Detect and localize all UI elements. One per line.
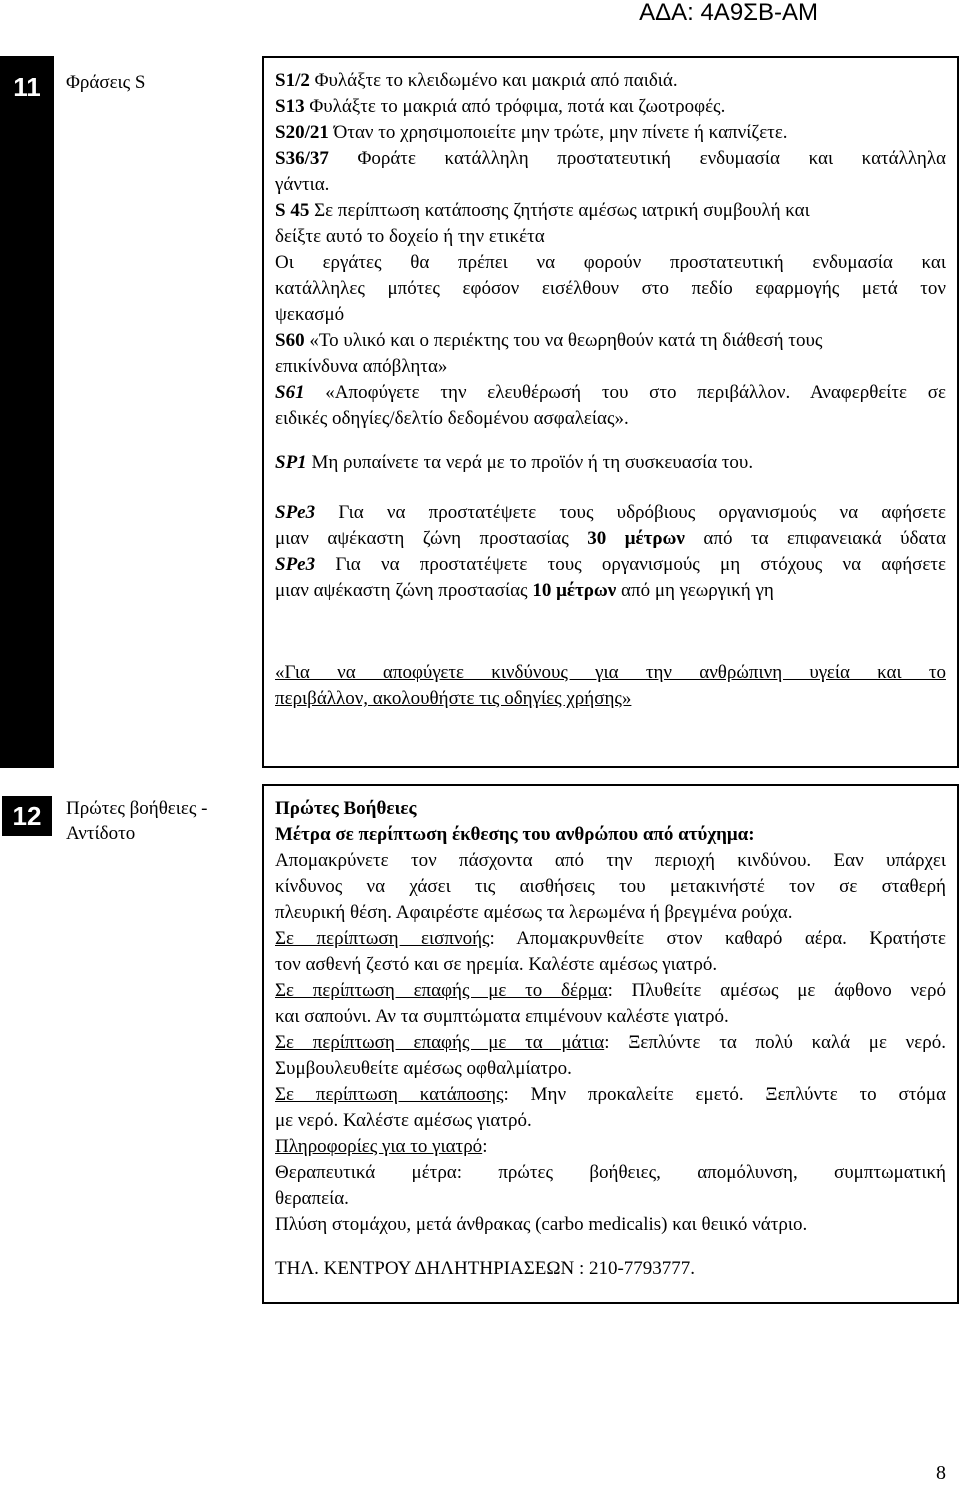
inhalation-line-2: τον ασθενή ζεστό και σε ηρεμία. Καλέστε αμέσως γιατρό. (275, 954, 718, 975)
section-11 (0, 56, 960, 768)
first-aid-title (275, 796, 946, 822)
poison-center-phone: ΤΗΛ. ΚΕΝΤΡΟΥ ΔΗΛΗΤΗΡΙΑΣΕΩΝ : 210-7793777. (275, 1258, 696, 1279)
phrase-code: S13 (275, 96, 305, 117)
intro-line-1: Απομακρύνετε τον πάσχοντα από την περιοχή κινδύνου. Εαν υπάρχει (275, 850, 946, 871)
phrase-text: Σε περίπτωση κατάποσης ζητήστε αμέσως ιατρική συμβουλή και (309, 200, 810, 221)
workers-line-3: ψεκασμό (275, 304, 345, 325)
section-12 (0, 784, 960, 1304)
closing-text: «Για να αποφύγετε κινδύνους για την ανθρώπινη υγεία και το (275, 662, 946, 683)
doctor-line-2: θεραπεία. (275, 1188, 349, 1209)
phrase-text: Μη ρυπαίνετε τα νερά με το προϊόν ή τη συσκευασία του. (306, 452, 754, 473)
doctor-line-1: Θεραπευτικά μέτρα: πρώτες βοήθειες, απομόλυνση, συμπτωματική (275, 1162, 946, 1183)
doctor-info-label (275, 1134, 946, 1160)
phrase-s45-cont: δείξτε αυτό το δοχείο ή την ετικέτα (275, 226, 545, 247)
case-text: : Απομακρυνθείτε στον καθαρό αέρα. Κρατήστε (489, 928, 946, 949)
section-content (262, 56, 959, 768)
title-text: Πρώτες Βοήθειες (275, 798, 417, 819)
case-label: Πληροφορίες για το γιατρό (275, 1136, 483, 1157)
phrase-s36-37-cont: γάντια. (275, 174, 330, 195)
phrase-sp1 (275, 450, 946, 476)
spacer (275, 432, 946, 450)
phrase-s61 (275, 380, 946, 406)
section-name-line: Πρώτες βοήθειες - (66, 798, 208, 819)
intro-line-3: πλευρική θέση. Αφαιρέστε αμέσως τα λερωμένα ή βρεγμένα ρούχα. (275, 902, 793, 923)
phrase-code: S20/21 (275, 122, 329, 143)
phrase-code: S36/37 (275, 148, 329, 169)
case-label: Σε περίπτωση επαφής με το δέρμα (275, 980, 608, 1001)
doctor-line-3: Πλύση στομάχου, μετά άνθρακας (carbo medicalis) και θειικό νάτριο. (275, 1214, 808, 1235)
phrase-text: «Αποφύγετε την ελευθέρωσή του στο περιβάλλον. Αναφερθείτε σε (304, 382, 946, 403)
spacer (275, 604, 946, 660)
phrase-text: μιαν αψέκαστη ζώνη προστασίας (275, 580, 533, 601)
page-number: 8 (936, 1462, 946, 1484)
phrase-s36-37 (275, 146, 946, 172)
spacer (275, 1238, 946, 1256)
phrase-s1-2 (275, 68, 946, 94)
phrase-spe3-a-cont (275, 526, 946, 552)
phrase-code: SPe3 (275, 502, 316, 523)
section-name (66, 796, 254, 846)
phrase-s20-21 (275, 120, 946, 146)
case-text: : Μην προκαλείτε εμετό. Ξεπλύντε το στόμα (503, 1084, 946, 1105)
phrase-spe3-b-cont (275, 578, 946, 604)
phrase-s60-cont: επικίνδυνα απόβλητα» (275, 356, 448, 377)
case-label: Σε περίπτωση εισπνοής (275, 928, 490, 949)
ingestion-line-1 (275, 1082, 946, 1108)
phrase-text: «Το υλικό και ο περιέκτης του να θεωρηθούν κατά τη διάθεσή τους (304, 330, 823, 351)
section-number: 12 (2, 796, 52, 836)
skin-line-2: και σαπούνι. Αν τα συμπτώματα επιμένουν καλέστε γιατρό. (275, 1006, 729, 1027)
phrase-code: S1/2 (275, 70, 310, 91)
phrase-text: Για να προστατέψετε τους οργανισμούς μη στόχους να αφήσετε (315, 554, 946, 575)
spacer (275, 476, 946, 500)
phrase-s45 (275, 198, 946, 224)
skin-line-1 (275, 978, 946, 1004)
case-label: Σε περίπτωση κατάποσης (275, 1084, 504, 1105)
case-text: : (482, 1136, 488, 1157)
section-number-column (0, 784, 54, 1304)
phrase-code: S 45 (275, 200, 310, 221)
closing-text: περιβάλλον, ακολουθήστε τις οδηγίες χρήσης» (275, 688, 632, 709)
phrase-text: Φυλάξτε το μακριά από τρόφιμα, ποτά και ζωοτροφές. (304, 96, 726, 117)
phrase-code: S61 (275, 382, 305, 403)
phrase-text: Φυλάξτε το κλειδωμένο και μακριά από παιδιά. (309, 70, 678, 91)
document-code: ΑΔΑ: 4Α9ΣΒ-ΑΜ (639, 0, 818, 26)
intro-line-2: κίνδυνος να χάσει τις αισθήσεις του μετακινήστέ τον σε σταθερή (275, 876, 946, 897)
case-text: : Ξεπλύντε τα πολύ καλά με νερό. (604, 1032, 946, 1053)
inhalation-line-1 (275, 926, 946, 952)
ingestion-line-2: με νερό. Καλέστε αμέσως γιατρό. (275, 1110, 532, 1131)
phrase-spe3-b (275, 552, 946, 578)
section-name: Φράσεις S (66, 72, 146, 93)
case-text: : Πλυθείτε αμέσως με άφθονο νερό (607, 980, 946, 1001)
case-label: Σε περίπτωση επαφής με τα μάτια (275, 1032, 605, 1053)
buffer-distance: 30 μέτρων (587, 528, 685, 549)
first-aid-subtitle (275, 822, 946, 848)
phrase-s13 (275, 94, 946, 120)
phrase-spe3-a (275, 500, 946, 526)
workers-line-1: Οι εργάτες θα πρέπει να φορούν προστατευτική ενδυμασία και (275, 252, 946, 273)
workers-line-2: κατάλληλες μπότες εφόσον εισέλθουν στο πεδίο εφαρμογής μετά τον (275, 278, 946, 299)
phrase-text: μιαν αψέκαστη ζώνη προστασίας (275, 528, 588, 549)
phrase-code: S60 (275, 330, 305, 351)
buffer-distance: 10 μέτρων (532, 580, 617, 601)
phrase-s60 (275, 328, 946, 354)
phrase-text: από τα επιφανειακά ύδατα (684, 528, 946, 549)
phrase-text: Όταν το χρησιμοποιείτε μην τρώτε, μην πίνετε ή καπνίζετε. (328, 122, 788, 143)
section-number-bar (0, 56, 54, 768)
phrase-s61-cont: ειδικές οδηγίες/δελτίο δεδομένου ασφαλείας». (275, 408, 629, 429)
section-content (262, 784, 959, 1304)
subtitle-text: Μέτρα σε περίπτωση έκθεσης του ανθρώπου από ατύχημα: (275, 824, 755, 845)
eyes-line-2: Συμβουλευθείτε αμέσως οφθαλμίατρο. (275, 1058, 572, 1079)
phrase-text: από μη γεωργική γη (616, 580, 774, 601)
section-number: 11 (13, 72, 41, 102)
phrase-text: Φοράτε κατάλληλη προστατευτική ενδυμασία και κατάλληλα (328, 148, 946, 169)
section-name-line: Αντίδοτο (66, 823, 136, 844)
phrase-code: SPe3 (275, 554, 316, 575)
phrase-code: SP1 (275, 452, 307, 473)
closing-line-1 (275, 660, 946, 686)
closing-line-2 (275, 686, 946, 712)
eyes-line-1 (275, 1030, 946, 1056)
phrase-text: Για να προστατέψετε τους υδρόβιους οργανισμούς να αφήσετε (315, 502, 946, 523)
